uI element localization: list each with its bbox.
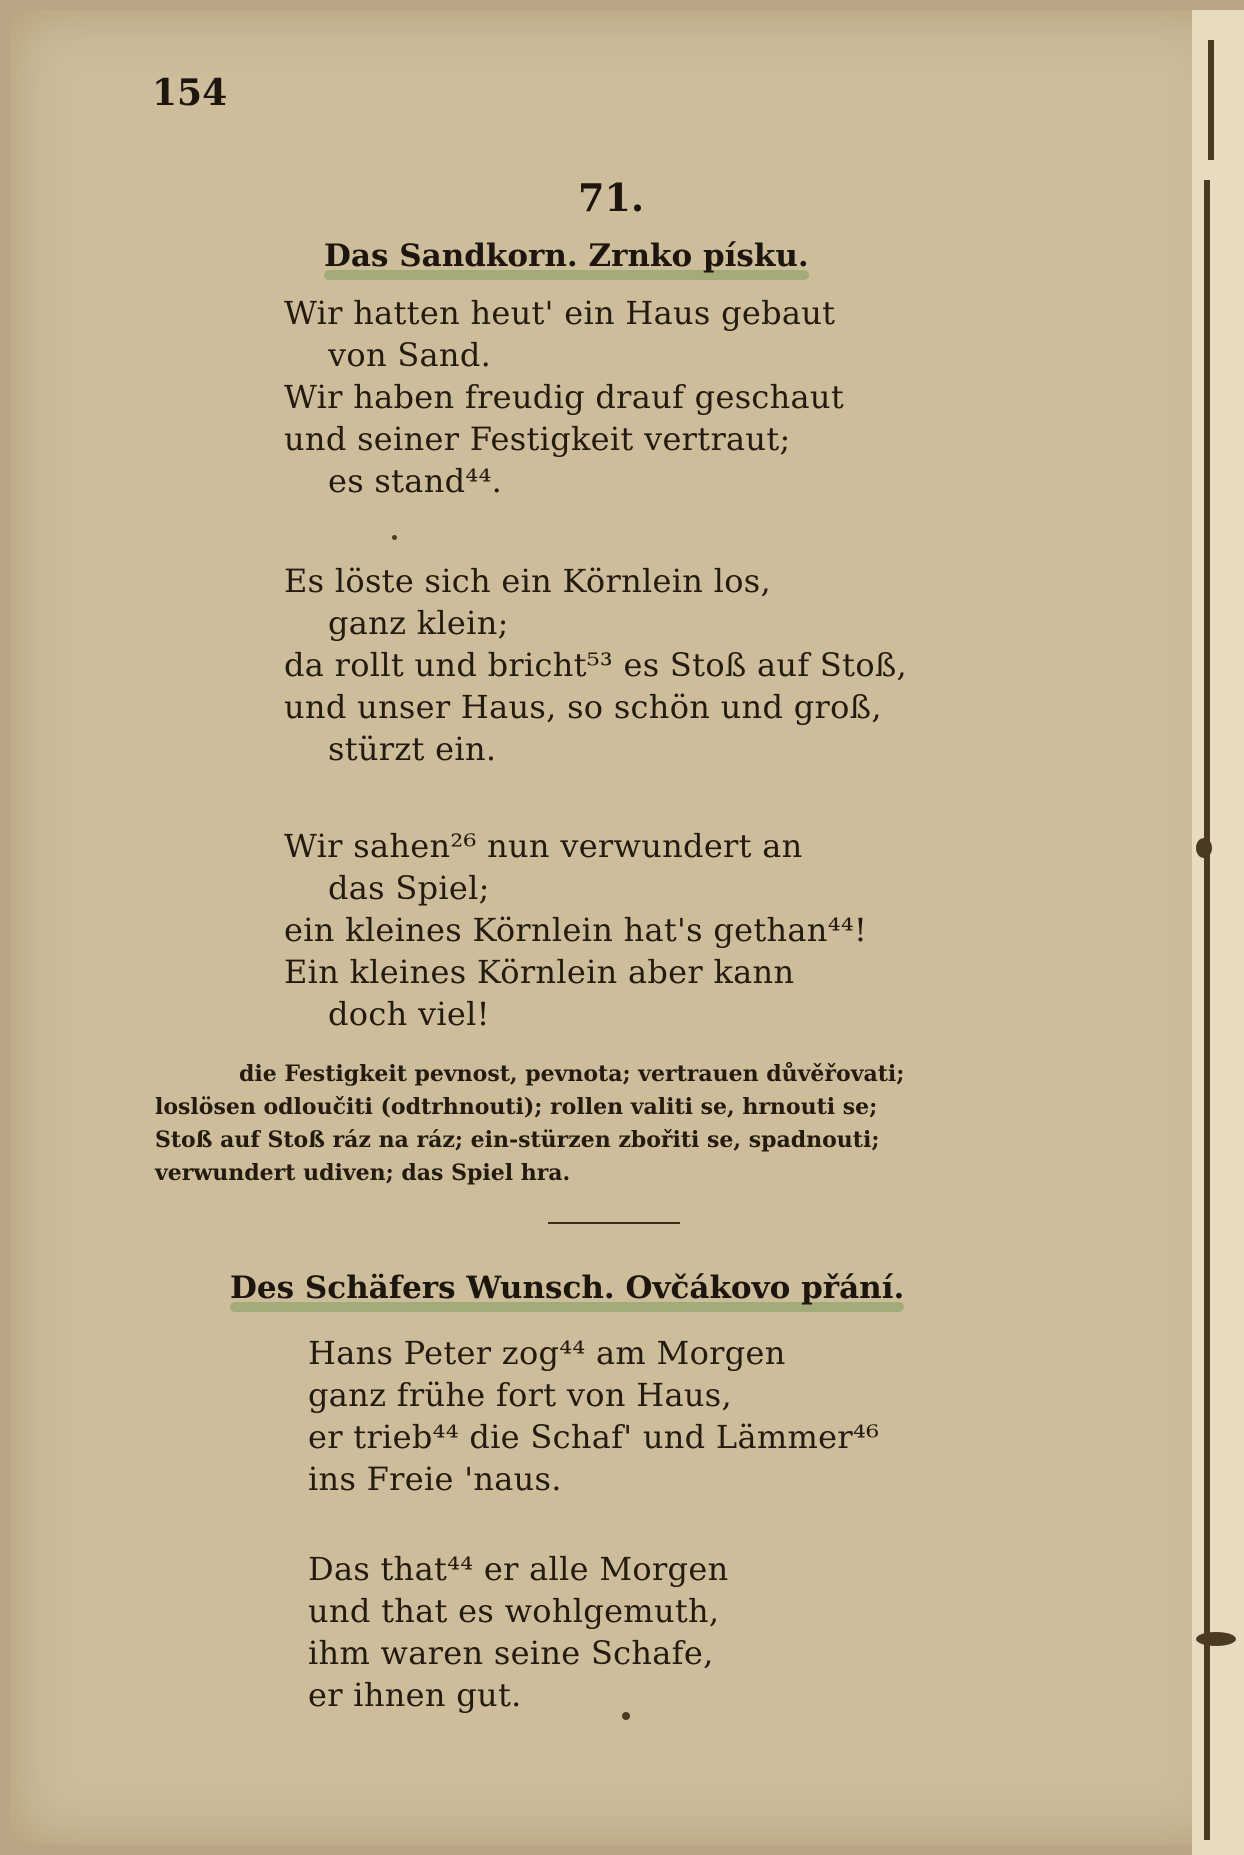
verse-line: und that es wohlgemuth, [308, 1592, 720, 1630]
verse-line: Hans Peter zog⁴⁴ am Morgen [308, 1334, 786, 1372]
poem1-stanza-1 [284, 292, 844, 502]
scan-edge [1192, 10, 1244, 1855]
verse-line: und seiner Festigkeit vertraut; [284, 420, 791, 458]
glossary-line: Stoß auf Stoß ráz na ráz; ein-stürzen zbořiti se, spadnouti; [155, 1127, 880, 1153]
verse-line: Wir sahen²⁶ nun verwundert an [284, 827, 803, 865]
verse-line: er trieb⁴⁴ die Schaf' und Lämmer⁴⁶ [308, 1418, 880, 1456]
poem1-title [324, 238, 809, 274]
verse-line: und unser Haus, so schön und groß, [284, 688, 882, 726]
verse-line: von Sand. [328, 336, 492, 374]
page-number: 154 [152, 72, 228, 114]
verse-line: es stand⁴⁴. [328, 462, 503, 500]
binding-edge-top [1208, 40, 1214, 160]
poem2-title [230, 1270, 904, 1306]
ink-speck [622, 1712, 630, 1720]
glossary-line: die Festigkeit pevnost, pevnota; vertrauen důvěřovati; [239, 1061, 905, 1087]
ink-speck [1196, 1632, 1236, 1646]
verse-line: er ihnen gut. [308, 1676, 522, 1714]
glossary-line: verwundert udiven; das Spiel hra. [155, 1160, 571, 1186]
verse-line: ein kleines Körnlein hat's gethan⁴⁴! [284, 911, 868, 949]
glossary-line: loslösen odloučiti (odtrhnouti); rollen valiti se, hrnouti se; [155, 1094, 878, 1120]
verse-line: Wir hatten heut' ein Haus gebaut [284, 294, 836, 332]
verse-line: Das that⁴⁴ er alle Morgen [308, 1550, 729, 1588]
poem-number: 71. [578, 175, 645, 220]
verse-line: Wir haben freudig drauf geschaut [284, 378, 844, 416]
verse-line: Ein kleines Körnlein aber kann [284, 953, 795, 991]
glossary [155, 1058, 1100, 1190]
ink-speck [392, 535, 397, 540]
verse-line: ganz klein; [328, 604, 509, 642]
verse-line: ihm waren seine Schafe, [308, 1634, 714, 1672]
verse-line: das Spiel; [328, 869, 490, 907]
verse-line: da rollt und bricht⁵³ es Stoß auf Stoß, [284, 646, 908, 684]
binding-edge [1204, 180, 1210, 1840]
poem1-title-text: Das Sandkorn. Zrnko písku. [324, 238, 809, 274]
verse-line: ganz frühe fort von Haus, [308, 1376, 732, 1414]
verse-line: stürzt ein. [328, 730, 497, 768]
poem2-stanza-2 [308, 1548, 728, 1716]
poem2-title-text: Des Schäfers Wunsch. Ovčákovo přání. [230, 1270, 905, 1306]
section-divider [548, 1222, 680, 1224]
verse-line: doch viel! [328, 995, 490, 1033]
ink-speck [1196, 838, 1212, 858]
poem2-stanza-1 [308, 1332, 879, 1500]
verse-line: ins Freie 'naus. [308, 1460, 562, 1498]
poem1-stanza-3 [284, 825, 867, 1035]
poem1-stanza-2 [284, 560, 907, 770]
verse-line: Es löste sich ein Körnlein los, [284, 562, 771, 600]
